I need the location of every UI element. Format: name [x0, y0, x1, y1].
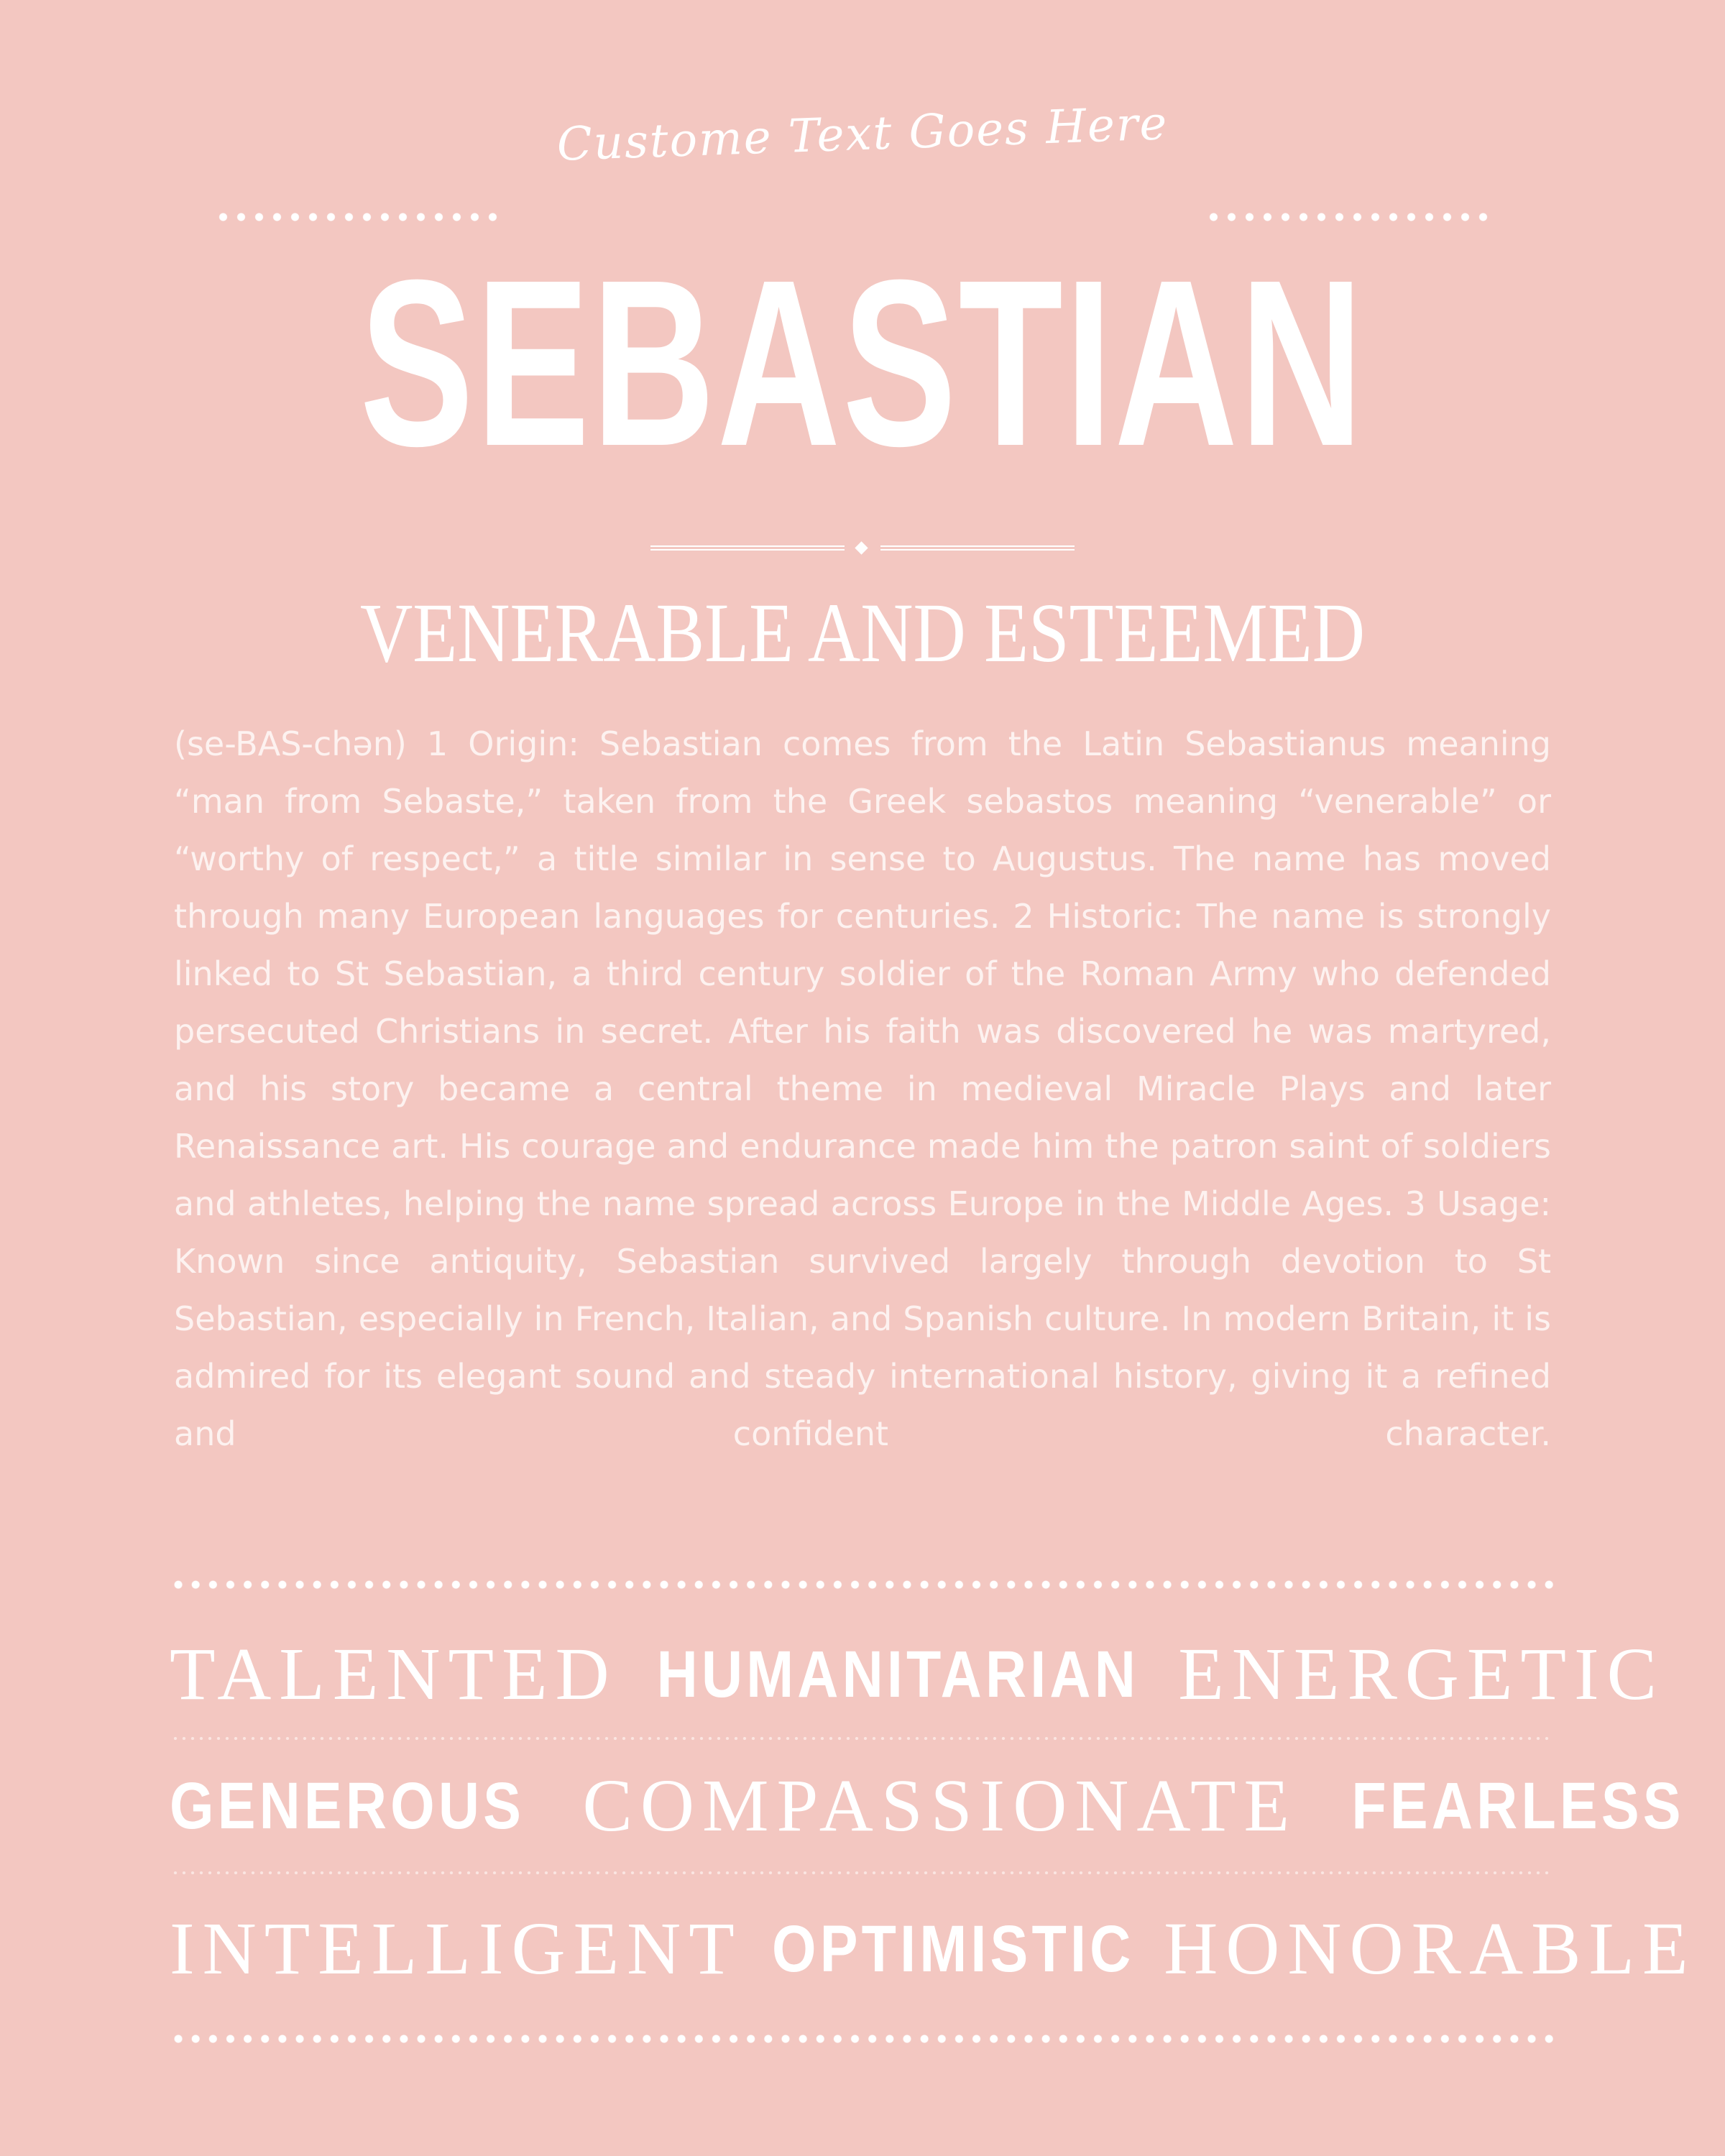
- trait-row-1: [170, 1633, 1665, 1715]
- dotted-divider-left: [214, 212, 505, 222]
- trait-word: TALENTED: [170, 1633, 617, 1715]
- tagline-script: Custome Text Goes Here: [556, 97, 1169, 172]
- trait-word: COMPASSIONATE: [582, 1764, 1298, 1847]
- trait-word: GENEROUS: [170, 1769, 525, 1843]
- name-description: (se-BAS-chən) 1 Origin: Sebastian comes from the Latin Sebastianus meaning “man from Sebaste,” taken from the Greek sebastos meaning “venerable” or “worthy of respect,” a title similar in sense to Augustus. The name has moved through many European languages for centuries. 2 Historic: The name is strongly linked to St Sebastian, a third century soldier of the Roman Army who defended persecuted Christians in secret. After his faith was discovered he was martyred, and his story became a central theme in medieval Miracle Plays and later Renaissance art. His courage and endurance made him the patron saint of soldiers and athletes, helping the name spread across Europe in the Middle Ages. 3 Usage: Known since antiquity, Sebastian survived largely through devotion to St Sebastian, especially in French, Italian, and Spanish culture. In modern Britain, it is admired for its elegant sound and steady international history, giving it a refined and confident character.: [174, 724, 1551, 1453]
- trait-word: HUMANITARIAN: [656, 1638, 1139, 1711]
- dotted-separator: [171, 1737, 1551, 1740]
- trait-word: HONORABLE: [1164, 1907, 1696, 1990]
- ornament-line-left: [650, 545, 845, 550]
- name-title: SEBASTIAN: [359, 230, 1366, 495]
- ornament-divider: [650, 540, 1075, 558]
- trait-row-2: [170, 1764, 1685, 1847]
- trait-word: INTELLIGENT: [170, 1907, 742, 1990]
- trait-word: OPTIMISTIC: [771, 1912, 1135, 1986]
- dotted-separator: [171, 1871, 1551, 1874]
- diamond-icon: [855, 541, 868, 554]
- dotted-divider-right: [1205, 212, 1496, 222]
- dotted-divider-traits-top: [170, 1580, 1558, 1590]
- ornament-line-right: [880, 545, 1075, 550]
- trait-word: ENERGETIC: [1178, 1633, 1665, 1715]
- trait-row-3: [170, 1907, 1696, 1990]
- dotted-divider-traits-bottom: [170, 2034, 1558, 2044]
- trait-word: FEARLESS: [1351, 1769, 1685, 1843]
- name-meaning: VENERABLE AND ESTEEMED: [359, 586, 1366, 680]
